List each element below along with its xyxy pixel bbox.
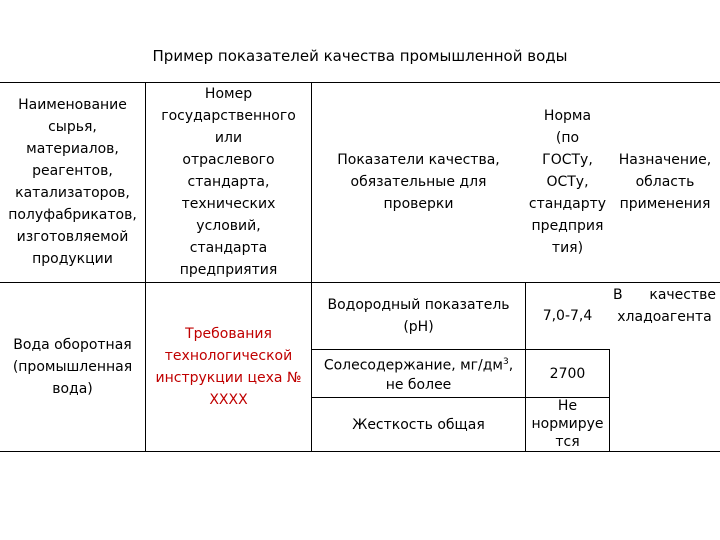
indicator-hardness-norm: Не нормируе тся (531, 397, 604, 450)
indicator-salt-name-main: Солесодержание, мг/дм (323, 357, 503, 374)
standard-cell: Требования технологической инструкции цеха № ХХХХ (155, 326, 302, 408)
header-indicators: Показатели качества, обязательные для проверки (337, 152, 500, 212)
purpose-line-1 (613, 284, 716, 306)
indicator-salt-name-tail: , не более (385, 357, 514, 394)
purpose-line-2: хладоагента (617, 309, 712, 325)
header-purpose: Назначение, область применения (618, 152, 712, 212)
header-material: Наименование сырья, материалов, реагентов, катализаторов, полуфабрикатов, изготовляемой продукции (8, 97, 137, 267)
column-divider-4 (609, 349, 610, 452)
indicator-hardness-name: Жесткость общая (352, 416, 485, 433)
purpose-word-2: качестве (649, 287, 716, 303)
table-top-border (0, 82, 720, 83)
indicator-salt-name (312, 350, 525, 397)
indicator-ph-norm: 7,0-7,4 (542, 308, 593, 324)
indicator-salt-name-text (324, 352, 513, 396)
header-standard: Номер государственного или отраслевого стандарта, технических условий, стандарта предприятия (161, 86, 296, 278)
indicator-ph-name: Водородный показатель (рН) (327, 297, 510, 335)
table-bottom-border (0, 451, 720, 452)
purpose-cell (613, 284, 716, 328)
indicator-salt-norm: 2700 (549, 365, 586, 382)
page-title: Пример показателей качества промышленной воды (152, 47, 568, 65)
material-cell: Вода оборотная (промышленная вода) (12, 337, 133, 397)
purpose-word-1: В (613, 287, 623, 303)
header-norm: Норма (по ГОСТу, ОСТу, стандарту предприя тия) (528, 108, 607, 256)
indicator-salt-name-sup: 3 (503, 356, 509, 367)
